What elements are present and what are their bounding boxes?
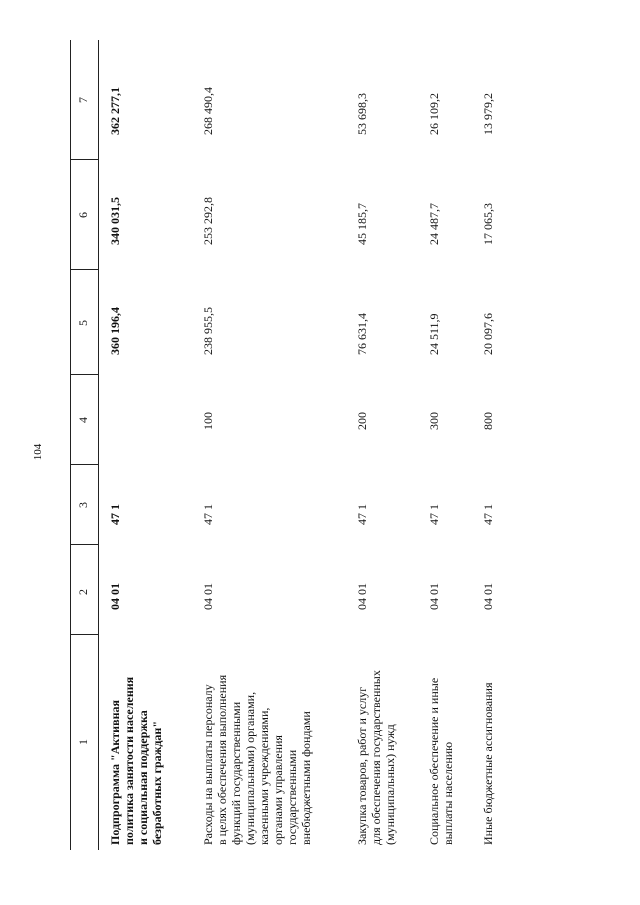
column-separator (70, 269, 98, 270)
row-1-value-6: 253 292,8 (201, 197, 215, 245)
row-1-name-line: органами управления (271, 735, 285, 845)
row-0-section: 04 01 (108, 583, 122, 610)
column-header-2: 2 (76, 589, 90, 595)
row-1-name-line: государственными (285, 749, 299, 845)
row-0-target: 47 1 (108, 504, 122, 525)
column-separator (70, 464, 98, 465)
row-2-value-6: 45 185,7 (355, 203, 369, 245)
row-2-name-line: Закупка товаров, работ и услуг (355, 686, 369, 845)
row-4-value-7: 13 979,2 (481, 93, 495, 135)
row-0-value-7: 362 277,1 (108, 87, 122, 135)
row-4-value-6: 17 065,3 (481, 203, 495, 245)
column-separator (70, 634, 98, 635)
row-1-name-line: Расходы на выплаты персоналу (201, 684, 215, 845)
row-1-value-5: 238 955,5 (201, 307, 215, 355)
row-3-value-7: 26 109,2 (427, 93, 441, 135)
row-2-name (355, 665, 397, 845)
row-2-value-5: 76 631,4 (355, 313, 369, 355)
row-0-value-6: 340 031,5 (108, 197, 122, 245)
column-header-5: 5 (76, 320, 90, 326)
row-2-name-line: для обеспечения государственных (369, 670, 383, 845)
header-bottom-border (98, 40, 99, 850)
row-3-value-5: 24 511,9 (427, 313, 441, 355)
row-0-value-5: 360 196,4 (108, 307, 122, 355)
row-1-name-line: (муниципальными) органами, (243, 691, 257, 845)
column-separator (70, 544, 98, 545)
row-3-target: 47 1 (427, 504, 441, 525)
row-1-section: 04 01 (201, 583, 215, 610)
row-1-target: 47 1 (201, 504, 215, 525)
row-4-target: 47 1 (481, 504, 495, 525)
row-1-name (201, 665, 313, 845)
row-3-value-6: 24 487,7 (427, 203, 441, 245)
row-1-name-line: внебюджетными фондами (299, 711, 313, 845)
row-0-name (108, 665, 164, 845)
row-1-type: 100 (201, 412, 215, 430)
column-header-4: 4 (76, 417, 90, 423)
row-3-section: 04 01 (427, 583, 441, 610)
row-2-name-line: (муниципальных) нужд (383, 724, 397, 845)
row-4-section: 04 01 (481, 583, 495, 610)
row-2-type: 200 (355, 412, 369, 430)
row-0-name-line: политика занятости населения (122, 676, 136, 845)
row-4-name-line: Иные бюджетные ассигнования (481, 682, 495, 845)
row-3-name (427, 665, 455, 845)
row-2-section: 04 01 (355, 583, 369, 610)
row-0-name-line: безработных граждан" (150, 721, 164, 845)
row-1-value-7: 268 490,4 (201, 87, 215, 135)
page-number: 104 (32, 443, 44, 461)
column-header-3: 3 (76, 502, 90, 508)
column-header-6: 6 (76, 212, 90, 218)
row-1-name-line: функций государственными (229, 701, 243, 845)
row-1-name-line: в целях обеспечения выполнения (215, 674, 229, 845)
column-separator (70, 159, 98, 160)
row-1-name-line: казенными учреждениями, (257, 707, 271, 845)
row-4-type: 800 (481, 412, 495, 430)
budget-table (70, 40, 510, 850)
row-3-name-line: Социальное обеспечение и иные (427, 677, 441, 845)
column-header-1: 1 (76, 739, 90, 745)
row-0-name-line: Подпрограмма "Активная (108, 700, 122, 845)
row-2-target: 47 1 (355, 504, 369, 525)
row-4-name (481, 665, 495, 845)
row-3-type: 300 (427, 412, 441, 430)
row-3-name-line: выплаты населению (441, 741, 455, 845)
row-4-value-5: 20 097,6 (481, 313, 495, 355)
table-top-border (70, 40, 71, 850)
row-2-value-7: 53 698,3 (355, 93, 369, 135)
row-0-name-line: и социальная поддержка (136, 710, 150, 845)
column-separator (70, 374, 98, 375)
column-header-7: 7 (76, 97, 90, 103)
